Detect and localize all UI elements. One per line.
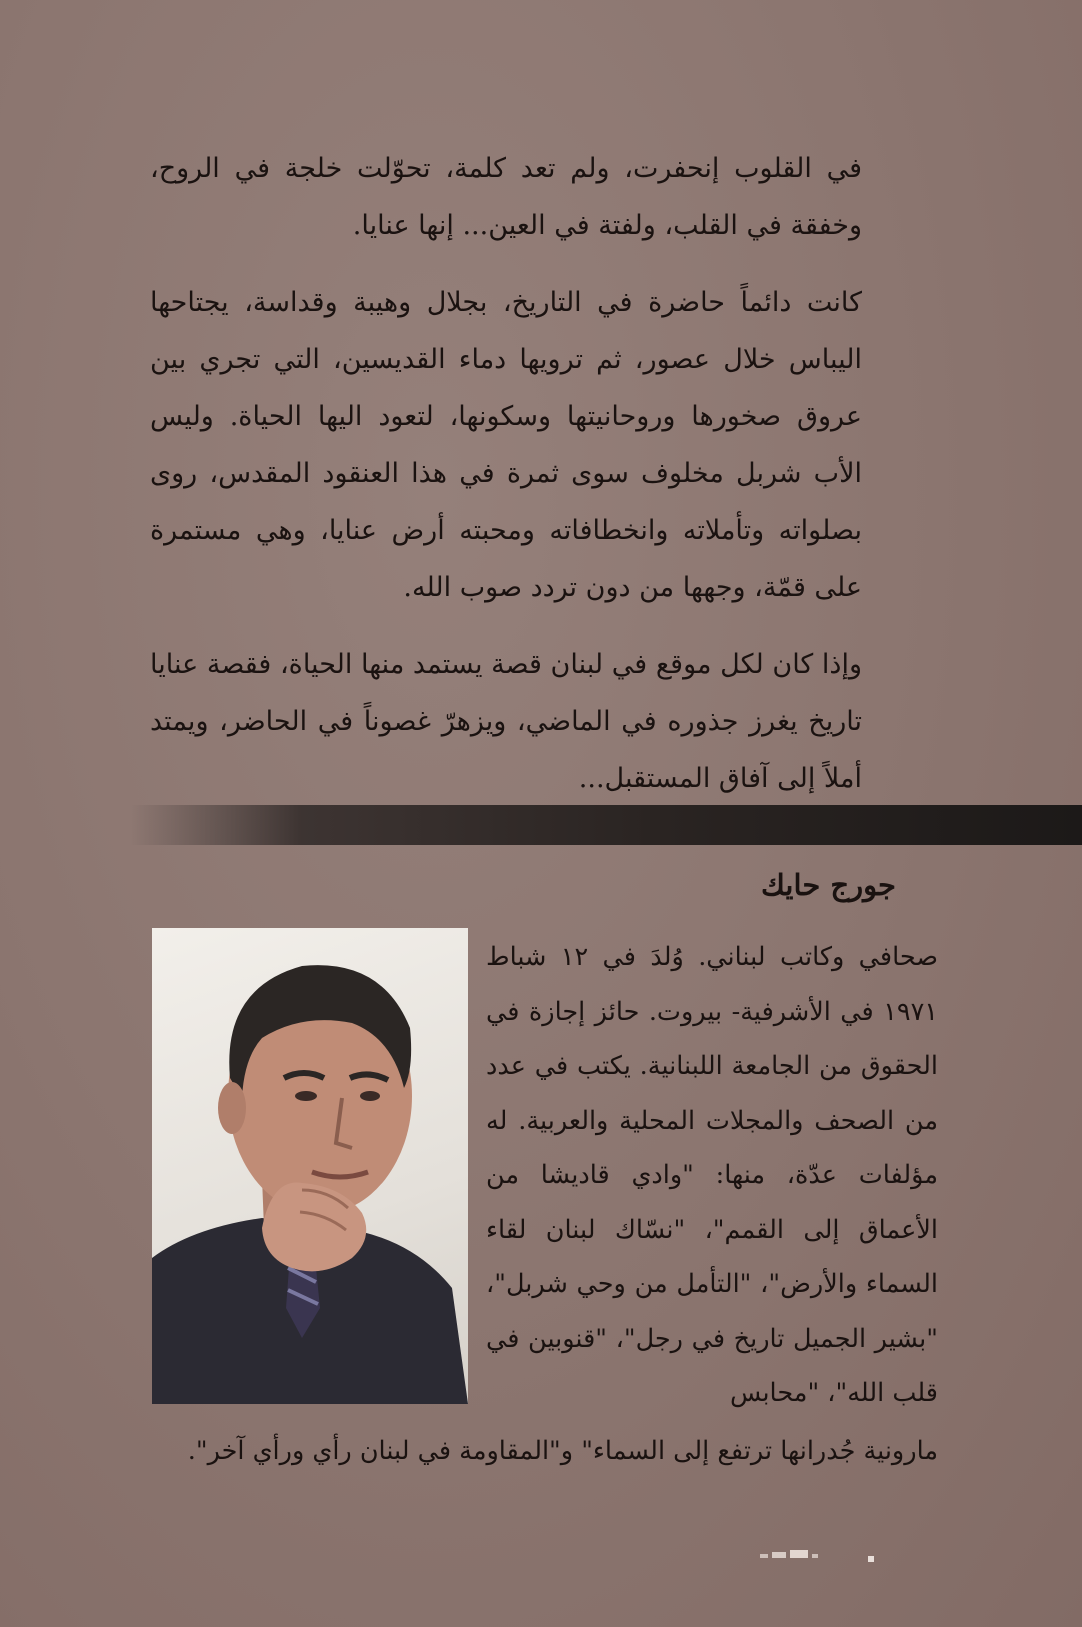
blurb-paragraph-3: وإذا كان لكل موقع في لبنان قصة يستمد منها الحياة، فقصة عنايا تاريخ يغرز جذوره في الماضي، ويزهرّ غصوناً في الحاضر، ويمتد أملاً إلى آفاق المستقبل... — [150, 649, 862, 794]
author-bio: صحافي وكاتب لبناني. وُلدَ في ١٢ شباط ١٩٧١ في الأشرفية- بيروت. حائز إجازة في الحقوق من الجامعة اللبنانية. يكتب في عدد من الصحف والمجلات المحلية والعربية. له مؤلفات عدّة، منها: "وادي قاديشا من الأعماق إلى القمم"، "نسّاك لبنان لقاء السماء والأرض"، "التأمل من وحي شربل"، "بشير الجميل تاريخ في رجل"، "قنوبين في قلب الله"، "محابس — [486, 942, 938, 1408]
print-specks-decoration — [758, 1548, 918, 1568]
section-divider-bar — [130, 805, 1082, 845]
blurb-paragraph-2: كانت دائماً حاضرة في التاريخ، بجلال وهيبة وقداسة، يجتاحها اليباس خلال عصور، ثم ترويها دماء القديسين، التي تجري بين عروق صخورها وروحانيتها وسكونها، لتعود اليها الحياة. وليس الأب شربل مخلوف سوى ثمرة في هذا العنقود المقدس، روى بصلواته وتأملاته وانخطافاته ومحبته أرض عنايا، وهي مستمرة على قمّة، وجهها من دون تردد صوب الله. — [150, 287, 862, 603]
blurb-text — [150, 140, 862, 827]
author-bio-last-line: مارونية جُدرانها ترتفع إلى السماء" و"المقاومة في لبنان رأي ورأي آخر". — [187, 1436, 938, 1466]
author-photo — [152, 928, 468, 1404]
author-name: جورج حايك — [760, 868, 896, 902]
blurb-paragraph-1: في القلوب إنحفرت، ولم تعد كلمة، تحوّلت خلجة في الروح، وخفقة في القلب، ولفتة في العين... إنها عنايا. — [150, 153, 862, 241]
